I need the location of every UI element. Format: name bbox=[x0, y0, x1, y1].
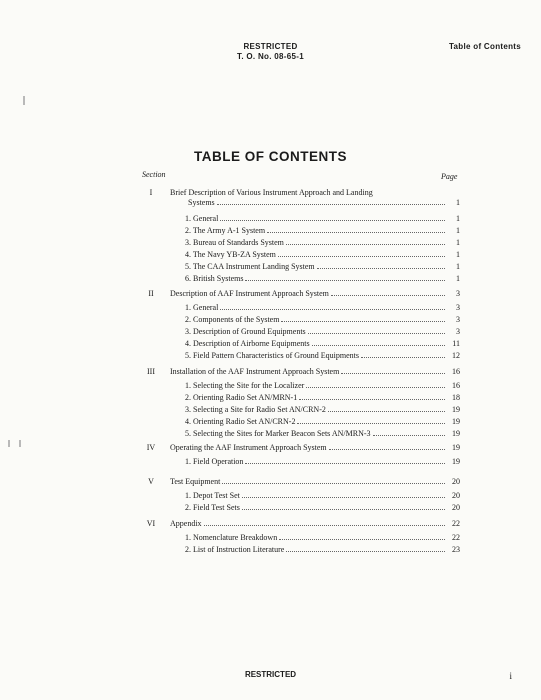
toc-entry bbox=[185, 532, 460, 543]
toc-entry-page: 3 bbox=[456, 303, 460, 312]
toc-entry bbox=[185, 502, 460, 513]
toc-entry bbox=[185, 213, 460, 224]
toc-entry bbox=[185, 428, 460, 439]
section-title-line bbox=[170, 476, 460, 487]
section-title-text: Installation of the AAF Instrument Approach System bbox=[170, 367, 340, 376]
section-title-text: Description of AAF Instrument Approach System bbox=[170, 289, 329, 298]
section-title-text: Test Equipment bbox=[170, 477, 221, 486]
toc-entry bbox=[185, 261, 460, 272]
leader-dots bbox=[220, 220, 445, 221]
leader-dots bbox=[341, 373, 445, 374]
toc-entry-line bbox=[185, 213, 460, 224]
section-title-text: Systems bbox=[188, 198, 215, 207]
toc-entry bbox=[185, 225, 460, 236]
toc-entry-line bbox=[185, 326, 460, 337]
toc-entry-page: 19 bbox=[452, 457, 460, 466]
toc-entry-text: 3. Description of Ground Equipments bbox=[185, 327, 306, 336]
section-number: I bbox=[149, 188, 153, 197]
toc-entry-text: 1. General bbox=[185, 303, 219, 312]
toc-entry-text: 5. The CAA Instrument Landing System bbox=[185, 262, 315, 271]
toc-entry-line bbox=[185, 249, 460, 260]
section-title bbox=[170, 288, 460, 299]
toc-entry-page: 16 bbox=[452, 381, 460, 390]
toc-entry-page: 12 bbox=[452, 351, 460, 360]
toc-entry-page: 22 bbox=[452, 533, 460, 542]
toc-entry-page: 1 bbox=[456, 274, 460, 283]
toc-entry-text: 1. Field Operation bbox=[185, 457, 244, 466]
toc-entry-text: 1. Nomenclature Breakdown bbox=[185, 533, 278, 542]
toc-entry-line bbox=[185, 428, 460, 439]
section-title-line bbox=[170, 288, 460, 299]
section-number: III bbox=[147, 367, 155, 376]
toc-entry bbox=[185, 338, 460, 349]
toc-entry bbox=[185, 326, 460, 337]
toc-entry-line bbox=[185, 456, 460, 467]
section-number: VI bbox=[146, 519, 156, 528]
section-title-page: 1 bbox=[456, 198, 460, 207]
section-title-line bbox=[170, 518, 460, 529]
toc-entry-line bbox=[185, 380, 460, 391]
section-title-line bbox=[170, 366, 460, 377]
toc-entry-page: 1 bbox=[456, 214, 460, 223]
leader-dots bbox=[329, 449, 445, 450]
leader-dots bbox=[308, 333, 445, 334]
leader-dots bbox=[317, 268, 445, 269]
toc-entry-line bbox=[185, 273, 460, 284]
scan-speck bbox=[8, 440, 10, 447]
section-title bbox=[170, 442, 460, 453]
section-title-page: 20 bbox=[452, 477, 460, 486]
toc-entry-page: 3 bbox=[456, 315, 460, 324]
toc-entry bbox=[185, 490, 460, 501]
leader-dots bbox=[204, 525, 445, 526]
page-number: i bbox=[509, 671, 512, 681]
header-doc-number: T. O. No. 08-65-1 bbox=[237, 52, 304, 61]
toc-entry-text: 3. Selecting a Site for Radio Set AN/CRN-2 bbox=[185, 405, 326, 414]
toc-entry bbox=[185, 416, 460, 427]
section-number: II bbox=[148, 289, 154, 298]
toc-entry bbox=[185, 273, 460, 284]
leader-dots bbox=[242, 497, 445, 498]
toc-entry-text: 5. Selecting the Sites for Marker Beacon Sets AN/MRN-3 bbox=[185, 429, 371, 438]
section-title-text: Operating the AAF Instrument Approach System bbox=[170, 443, 327, 452]
toc-entry-text: 3. Bureau of Standards System bbox=[185, 238, 284, 247]
section-title-page: 3 bbox=[456, 289, 460, 298]
leader-dots bbox=[242, 509, 445, 510]
toc-entry-page: 18 bbox=[452, 393, 460, 402]
toc-entry bbox=[185, 237, 460, 248]
toc-entry bbox=[185, 544, 460, 555]
toc-entry-text: 4. The Navy YB-ZA System bbox=[185, 250, 276, 259]
toc-entry-page: 1 bbox=[456, 226, 460, 235]
section-title-line1: Brief Description of Various Instrument Approach and Landing bbox=[170, 188, 373, 197]
toc-entry-line bbox=[185, 502, 460, 513]
leader-dots bbox=[278, 256, 445, 257]
toc-entry-line bbox=[185, 237, 460, 248]
section-title-text: Appendix bbox=[170, 519, 202, 528]
section-title-page: 22 bbox=[452, 519, 460, 528]
section-number: IV bbox=[146, 443, 156, 452]
toc-entry bbox=[185, 404, 460, 415]
toc-entry-line bbox=[185, 404, 460, 415]
toc-entry bbox=[185, 249, 460, 260]
toc-entry-page: 1 bbox=[456, 250, 460, 259]
leader-dots bbox=[245, 280, 445, 281]
toc-entry-line bbox=[185, 544, 460, 555]
leader-dots bbox=[220, 309, 445, 310]
toc-entry bbox=[185, 392, 460, 403]
footer-classification: RESTRICTED bbox=[244, 670, 297, 679]
toc-entry-page: 19 bbox=[452, 405, 460, 414]
scan-speck bbox=[23, 96, 25, 105]
leader-dots bbox=[328, 411, 445, 412]
toc-entry-page: 1 bbox=[456, 238, 460, 247]
toc-entry-line bbox=[185, 225, 460, 236]
leader-dots bbox=[297, 423, 445, 424]
section-title bbox=[188, 197, 460, 208]
toc-entry-text: 4. Orienting Radio Set AN/CRN-2 bbox=[185, 417, 296, 426]
toc-entry-text: 1. General bbox=[185, 214, 219, 223]
header-classification: RESTRICTED bbox=[243, 42, 298, 51]
toc-entry-line bbox=[185, 302, 460, 313]
toc-entry bbox=[185, 350, 460, 361]
section-title-line bbox=[188, 197, 460, 208]
toc-entry-page: 3 bbox=[456, 327, 460, 336]
toc-entry-page: 19 bbox=[452, 417, 460, 426]
toc-entry-page: 20 bbox=[452, 503, 460, 512]
toc-entry-line bbox=[185, 490, 460, 501]
leader-dots bbox=[361, 357, 445, 358]
column-header-page: Page bbox=[441, 172, 458, 181]
leader-dots bbox=[279, 539, 445, 540]
toc-entry-text: 5. Field Pattern Characteristics of Ground Equipments bbox=[185, 351, 359, 360]
page-title: TABLE OF CONTENTS bbox=[194, 149, 347, 164]
toc-entry-text: 2. Components of the System bbox=[185, 315, 280, 324]
toc-entry-line bbox=[185, 338, 460, 349]
toc-entry bbox=[185, 314, 460, 325]
leader-dots bbox=[299, 399, 445, 400]
leader-dots bbox=[267, 232, 445, 233]
toc-entry-text: 1. Selecting the Site for the Localizer bbox=[185, 381, 305, 390]
leader-dots bbox=[286, 551, 445, 552]
leader-dots bbox=[306, 387, 445, 388]
toc-entry-page: 23 bbox=[452, 545, 460, 554]
toc-entry-text: 1. Depot Test Set bbox=[185, 491, 240, 500]
toc-entry-line bbox=[185, 261, 460, 272]
toc-entry-line bbox=[185, 532, 460, 543]
section-title-page: 19 bbox=[452, 443, 460, 452]
toc-entry-text: 4. Description of Airborne Equipments bbox=[185, 339, 310, 348]
toc-entry bbox=[185, 380, 460, 391]
scan-speck bbox=[19, 440, 21, 447]
column-header-section: Section bbox=[142, 170, 166, 179]
toc-entry bbox=[185, 302, 460, 313]
toc-entry-text: 2. Orienting Radio Set AN/MRN-1 bbox=[185, 393, 298, 402]
toc-entry-page: 11 bbox=[452, 339, 460, 348]
toc-entry-text: 2. The Army A-1 System bbox=[185, 226, 266, 235]
section-title bbox=[170, 476, 460, 487]
toc-entry-page: 1 bbox=[456, 262, 460, 271]
toc-entry bbox=[185, 456, 460, 467]
toc-entry-line bbox=[185, 392, 460, 403]
toc-entry-line bbox=[185, 416, 460, 427]
toc-entry-text: 2. Field Test Sets bbox=[185, 503, 240, 512]
section-title bbox=[170, 366, 460, 377]
leader-dots bbox=[331, 295, 445, 296]
toc-entry-text: 6. British Systems bbox=[185, 274, 244, 283]
leader-dots bbox=[373, 435, 445, 436]
leader-dots bbox=[312, 345, 445, 346]
toc-entry-text: 2. List of Instruction Literature bbox=[185, 545, 285, 554]
header-page-label: Table of Contents bbox=[448, 42, 521, 51]
toc-entry-page: 19 bbox=[452, 429, 460, 438]
section-title bbox=[170, 518, 460, 529]
toc-entry-page: 20 bbox=[452, 491, 460, 500]
section-title-line bbox=[170, 442, 460, 453]
section-title-page: 16 bbox=[452, 367, 460, 376]
toc-entry-line bbox=[185, 314, 460, 325]
leader-dots bbox=[286, 244, 445, 245]
leader-dots bbox=[245, 463, 445, 464]
section-number: V bbox=[148, 477, 154, 486]
leader-dots bbox=[281, 321, 445, 322]
leader-dots bbox=[217, 204, 445, 205]
leader-dots bbox=[222, 483, 445, 484]
toc-entry-line bbox=[185, 350, 460, 361]
